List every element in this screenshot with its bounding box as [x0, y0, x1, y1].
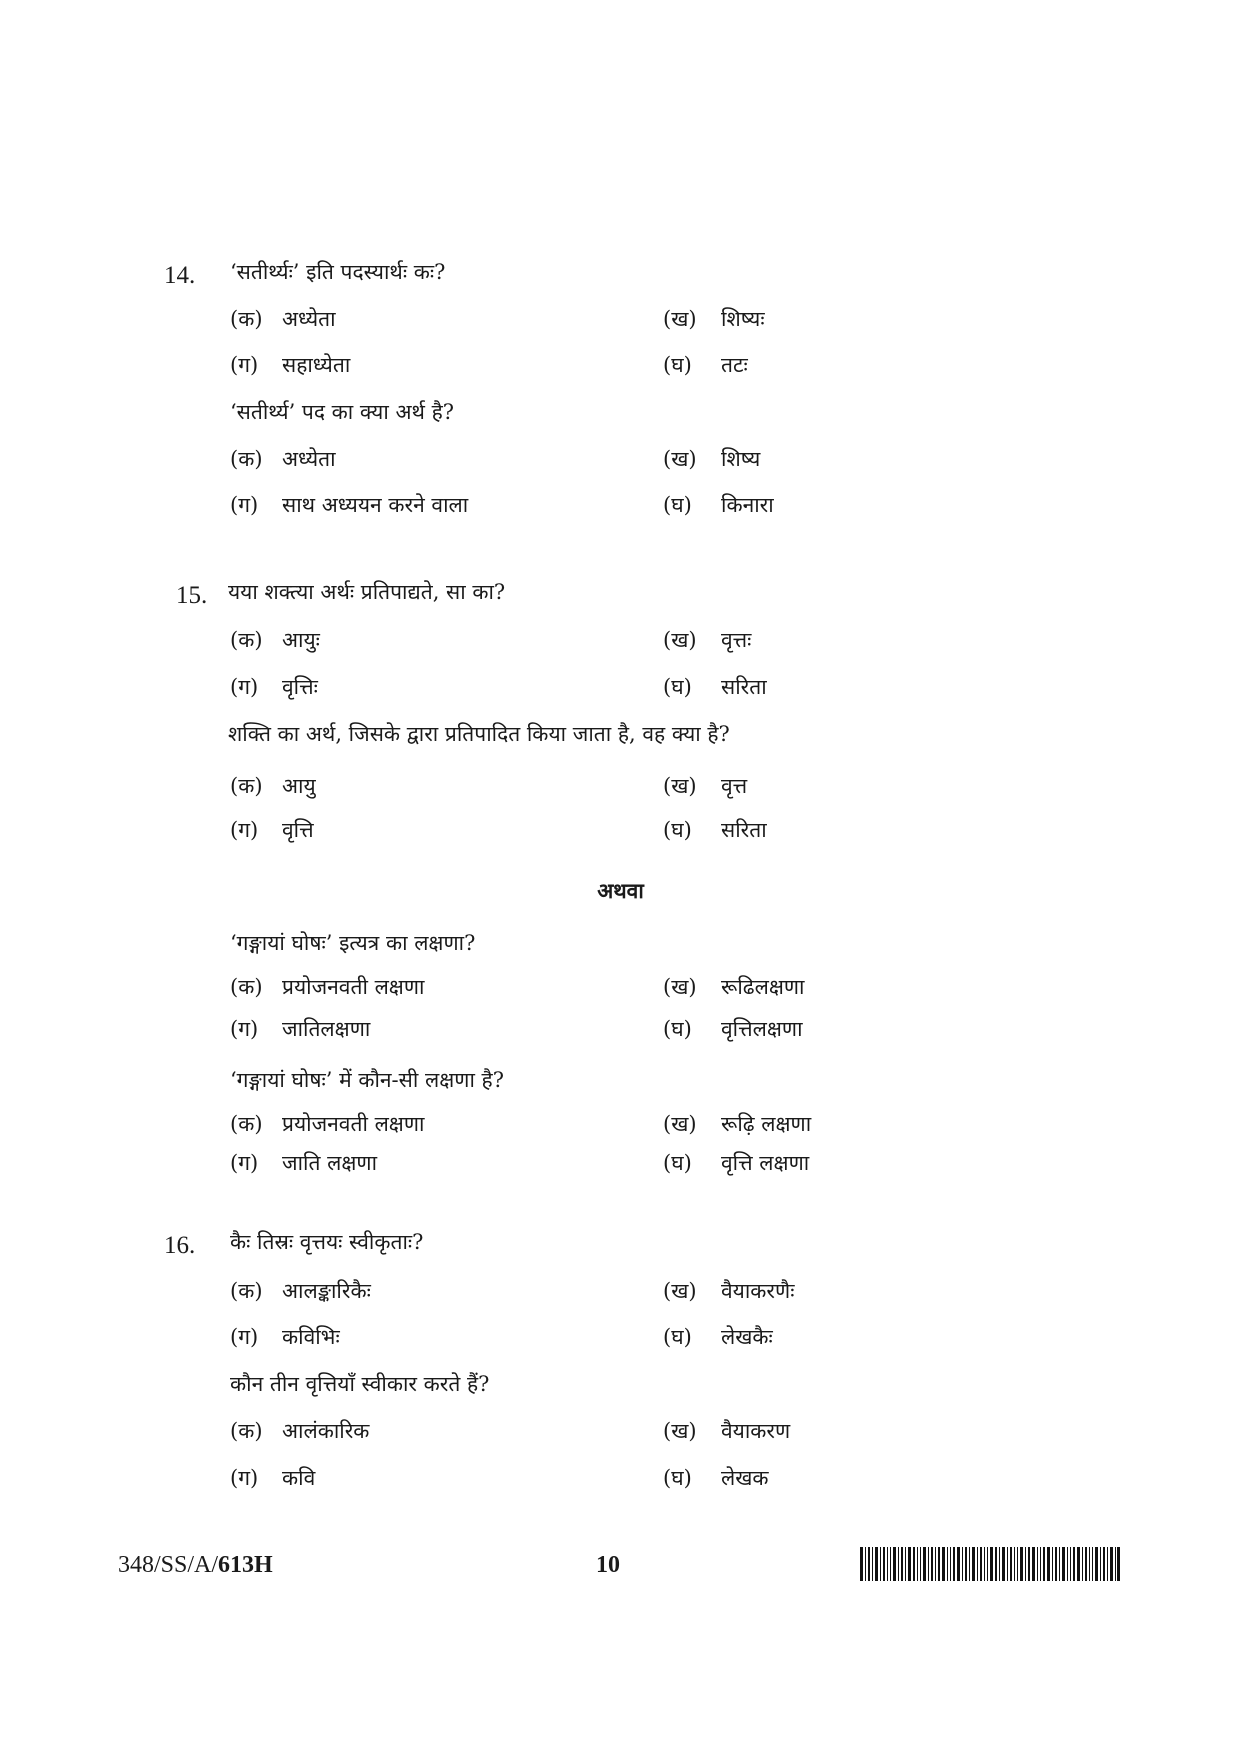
option-label: (घ): [663, 675, 692, 699]
option-label: (क): [230, 1279, 263, 1303]
question-text-hindi: ‘सतीर्थ्य’ पद का क्या अर्थ है?: [230, 400, 454, 424]
option-text: प्रयोजनवती लक्षणा: [282, 975, 425, 999]
option-label: (ख): [663, 774, 697, 798]
option-label: (क): [230, 447, 263, 471]
option-text: अध्येता: [282, 447, 336, 471]
question-number: 15.: [176, 582, 208, 609]
option-label: (क): [230, 774, 263, 798]
option: [230, 630, 320, 651]
option-label: (ग): [230, 353, 259, 377]
option: [663, 776, 747, 797]
option-text: तटः: [721, 353, 748, 377]
option: [230, 355, 350, 376]
option-label: (ख): [663, 1112, 697, 1136]
option-text: सहाध्येता: [282, 353, 351, 377]
option-label: (क): [230, 307, 263, 331]
option-text: कवि: [282, 1466, 316, 1490]
option-label: (क): [230, 1112, 263, 1136]
option: [663, 495, 774, 516]
option-label: (घ): [663, 1466, 692, 1490]
option-text: रूढिलक्षणा: [721, 975, 805, 999]
option: [663, 1327, 773, 1348]
option-text: जाति लक्षणा: [282, 1151, 378, 1175]
page-number: 10: [596, 1552, 620, 1578]
option-text: लेखकैः: [721, 1325, 773, 1349]
option-text: अध्येता: [282, 307, 336, 331]
barcode-bars: [860, 1547, 1120, 1581]
option-label: (ख): [663, 1419, 697, 1443]
option: [663, 677, 767, 698]
question-text-sanskrit: कैः तिस्रः वृत्तयः स्वीकृताः?: [230, 1230, 424, 1254]
option: [230, 495, 468, 516]
option: [663, 1153, 809, 1174]
option-label: (ग): [230, 493, 259, 517]
question-number: 14.: [164, 262, 196, 289]
option-text: किनारा: [721, 493, 774, 517]
option-text: वैयाकरणैः: [721, 1279, 795, 1303]
option: [230, 1468, 315, 1489]
option: [663, 977, 805, 998]
option-text: वृत्तिलक्षणा: [721, 1017, 803, 1041]
option-label: (ख): [663, 1279, 697, 1303]
option-text: रूढ़ि लक्षणा: [721, 1112, 812, 1136]
option: [230, 309, 336, 330]
option: [663, 1281, 794, 1302]
option: [230, 1114, 424, 1135]
option-text: सरिता: [721, 818, 767, 842]
option: [230, 1421, 369, 1442]
question-text-sanskrit: ‘सतीर्थ्यः’ इति पदस्यार्थः कः?: [230, 260, 446, 284]
option: [230, 1019, 370, 1040]
barcode: [860, 1547, 1120, 1581]
paper-code-bold: 613H: [218, 1552, 273, 1578]
option-text: जातिलक्षणा: [282, 1017, 371, 1041]
option-text: वृत्तिः: [282, 675, 318, 699]
option-label: (ग): [230, 1017, 259, 1041]
option-label: (घ): [663, 353, 692, 377]
option-text: वैयाकरण: [721, 1419, 791, 1443]
option-text: वृत्ति लक्षणा: [721, 1151, 810, 1175]
option: [230, 1281, 371, 1302]
option-label: (ग): [230, 1325, 259, 1349]
option: [663, 449, 760, 470]
option: [663, 630, 751, 651]
option: [230, 1327, 340, 1348]
option-text: वृत्त: [721, 774, 748, 798]
paper-code-prefix: 348/SS/A/: [118, 1552, 219, 1578]
option: [230, 449, 336, 470]
option-label: (ख): [663, 975, 697, 999]
option: [663, 1421, 790, 1442]
option-label: (घ): [663, 818, 692, 842]
option-text: प्रयोजनवती लक्षणा: [282, 1112, 425, 1136]
option-text: आयु: [282, 774, 316, 798]
option-text: आयुः: [282, 628, 320, 652]
option-label: (ग): [230, 1466, 259, 1490]
option-label: (ग): [230, 1151, 259, 1175]
option: [663, 820, 767, 841]
option-text: आलंकारिक: [282, 1419, 370, 1443]
option-label: (ख): [663, 628, 697, 652]
question-text-sanskrit: यया शक्त्या अर्थः प्रतिपाद्यते, सा का?: [228, 580, 506, 604]
alt-question-text-sanskrit: ‘गङ्गायां घोषः’ इत्यत्र का लक्षणा?: [230, 931, 476, 955]
paper-code: [118, 1553, 273, 1577]
or-separator: अथवा: [597, 878, 644, 903]
option-label: (क): [230, 628, 263, 652]
option-label: (ख): [663, 447, 697, 471]
option-label: (ख): [663, 307, 697, 331]
option-text: लेखक: [721, 1466, 769, 1490]
option-text: वृत्ति: [282, 818, 314, 842]
option: [230, 820, 314, 841]
option-label: (घ): [663, 493, 692, 517]
option-text: सरिता: [721, 675, 767, 699]
option-label: (क): [230, 975, 263, 999]
option: [230, 677, 318, 698]
option-text: कविभिः: [282, 1325, 340, 1349]
question-text-hindi: शक्ति का अर्थ, जिसके द्वारा प्रतिपादित किया जाता है, वह क्या है?: [228, 722, 730, 746]
option-label: (घ): [663, 1151, 692, 1175]
option-label: (ग): [230, 675, 259, 699]
option-text: आलङ्कारिकैः: [282, 1279, 371, 1303]
option: [663, 1468, 769, 1489]
question-text-hindi: कौन तीन वृत्तियाँ स्वीकार करते हैं?: [230, 1372, 490, 1396]
option-label: (क): [230, 1419, 263, 1443]
option-label: (घ): [663, 1325, 692, 1349]
option-text: शिष्यः: [721, 307, 765, 331]
option-text: वृत्तः: [721, 628, 752, 652]
option-label: (घ): [663, 1017, 692, 1041]
option-label: (ग): [230, 818, 259, 842]
option: [663, 1114, 811, 1135]
alt-question-text-hindi: ‘गङ्गायां घोषः’ में कौन-सी लक्षणा है?: [230, 1068, 504, 1092]
option: [663, 1019, 803, 1040]
option-text: शिष्य: [721, 447, 761, 471]
option: [230, 1153, 377, 1174]
option-text: साथ अध्ययन करने वाला: [282, 493, 469, 517]
option: [230, 776, 316, 797]
option: [663, 355, 748, 376]
option: [230, 977, 424, 998]
option: [663, 309, 765, 330]
question-number: 16.: [164, 1232, 196, 1259]
